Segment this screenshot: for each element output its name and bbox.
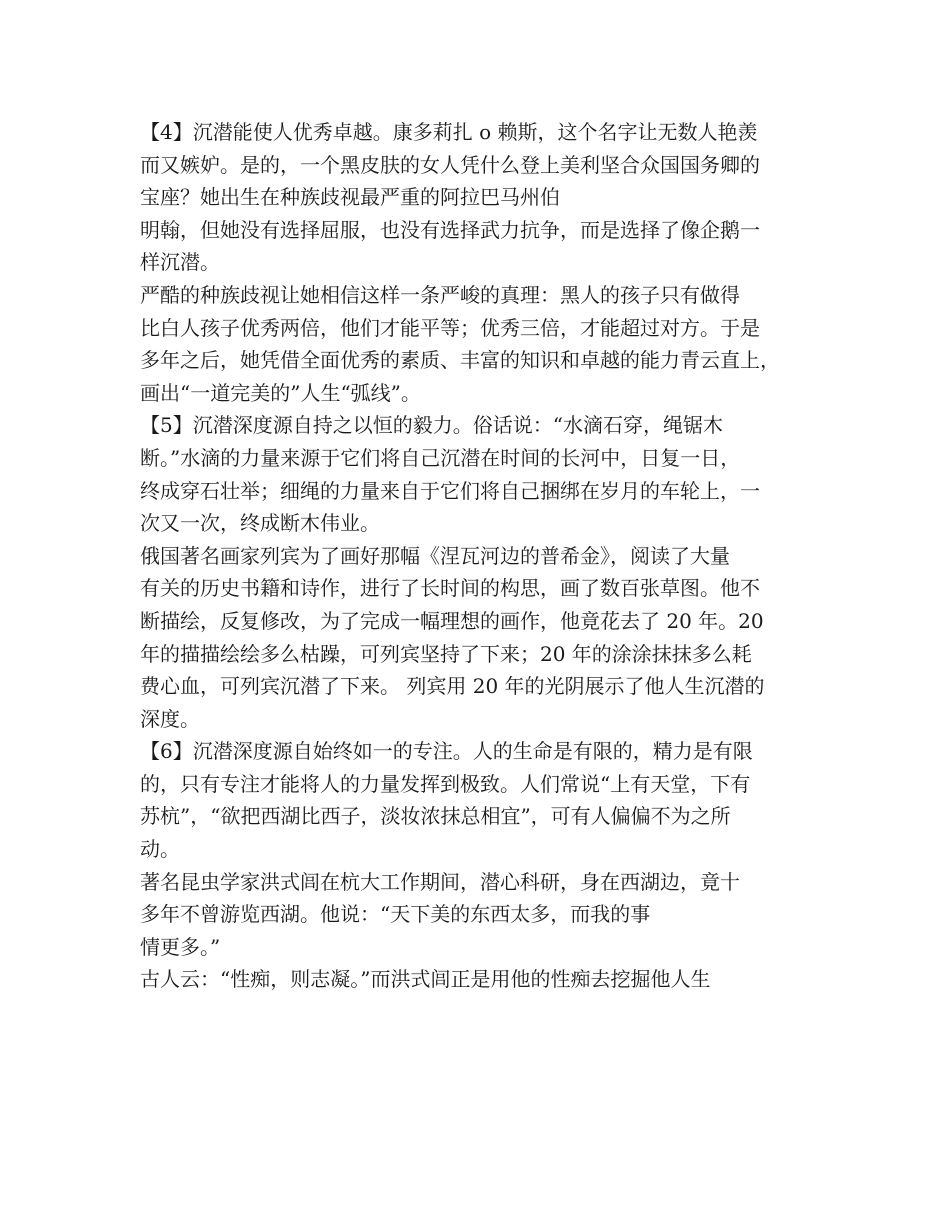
text-line-18: 费心血，可列宾沉潜了下来。 列宾用 20 年的光阴展示了他人生沉潜的 — [140, 674, 765, 699]
text-line-4: 明翰，但她没有选择屈服，也没有选择武力抗争，而是选择了像企鹅一 — [140, 217, 760, 242]
text-line-17: 年的描描绘绘多么枯躁，可列宾坚持了下来；20 年的涂涂抹抹多么耗 — [140, 641, 752, 666]
text-line-21: 的，只有专注才能将人的力量发挥到极致。人们常说“上有天堂，下有 — [140, 771, 751, 796]
text-line-19: 深度。 — [140, 706, 200, 731]
text-line-13: 次又一次，终成断木伟业。 — [140, 511, 380, 536]
text-line-5: 样沉潜。 — [140, 250, 220, 275]
text-line-10: 【5】沉潜深度源自持之以恒的毅力。俗话说：“水滴石穿，绳锯木 — [140, 413, 723, 438]
text-line-15: 有关的历史书籍和诗作，进行了长时间的构思，画了数百张草图。他不 — [140, 576, 760, 601]
text-line-6: 严酷的种族歧视让她相信这样一条严峻的真理：黑人的孩子只有做得 — [140, 282, 740, 307]
text-line-20: 【6】沉潜深度源自始终如一的专注。人的生命是有限的，精力是有限 — [140, 739, 753, 764]
text-line-24: 著名昆虫学家洪式闾在杭大工作期间，潜心科研，身在西湖边，竟十 — [140, 869, 740, 894]
text-line-25: 多年不曾游览西湖。他说：“天下美的东西太多，而我的事 — [140, 902, 651, 927]
text-line-1: 【4】沉潜能使人优秀卓越。康多莉扎 o 赖斯，这个名字让无数人艳羡 — [140, 120, 758, 144]
text-line-8: 多年之后，她凭借全面优秀的素质、丰富的知识和卓越的能力青云直上， — [140, 348, 780, 373]
text-line-9: 画出“一道完美的”人生“弧线”。 — [140, 380, 421, 405]
text-line-27: 古人云：“性痴，则志凝。”而洪式闾正是用他的性痴去挖掘他人生 — [140, 967, 711, 992]
text-line-12: 终成穿石壮举；细绳的力量来自于它们将自己捆绑在岁月的车轮上，一 — [140, 478, 760, 503]
text-line-11: 断。”水滴的力量来源于它们将自己沉潜在时间的长河中，日复一日， — [140, 445, 741, 470]
text-line-22: 苏杭”，“欲把西湖比西子，淡妆浓抹总相宜”，可有人偏偏不为之所 — [140, 804, 731, 829]
text-line-7: 比白人孩子优秀两倍，他们才能平等；优秀三倍，才能超过对方。于是 — [140, 315, 760, 340]
text-line-26: 情更多。” — [140, 934, 221, 959]
text-line-14: 俄国著名画家列宾为了画好那幅《涅瓦河边的普希金》，阅读了大量 — [140, 543, 730, 568]
text-line-23: 动。 — [140, 837, 180, 862]
body-text — [140, 116, 820, 996]
text-line-16: 断描绘，反复修改，为了完成一幅理想的画作，他竟花去了 20 年。20 — [140, 608, 764, 633]
text-line-2: 而又嫉妒。是的，一个黑皮肤的女人凭什么登上美利坚合众国国务卿的 — [140, 152, 760, 177]
text-line-3: 宝座？她出生在种族歧视最严重的阿拉巴马州伯 — [140, 185, 560, 210]
